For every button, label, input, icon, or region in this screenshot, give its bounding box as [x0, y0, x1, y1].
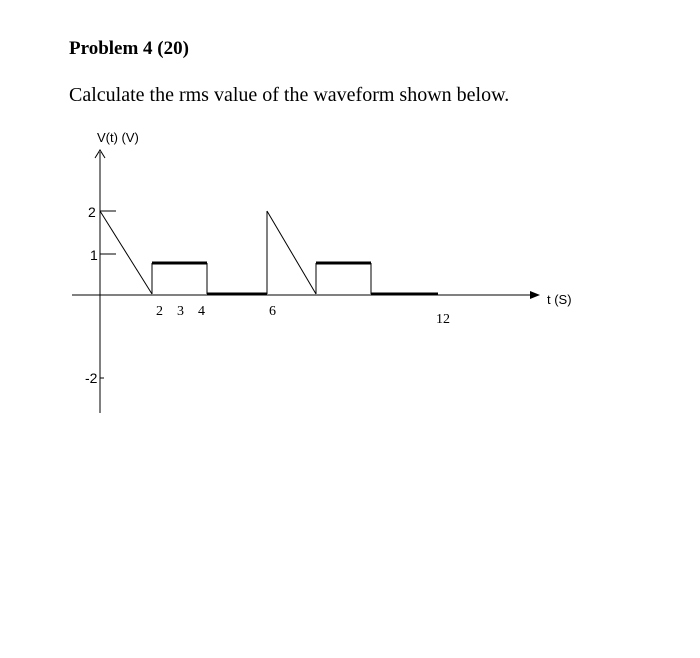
y-tick-label-2: 2 — [88, 204, 96, 220]
y-tick-label-1: 1 — [90, 247, 98, 263]
y-tick-label-neg2: -2 — [85, 370, 98, 386]
problem-statement: Calculate the rms value of the waveform shown below. — [69, 84, 510, 106]
x-axis-arrowhead — [530, 291, 540, 299]
waveform-segment-6 — [267, 211, 316, 294]
problem-title: Problem 4 (20) — [69, 38, 189, 59]
x-tick-label-6: 6 — [269, 304, 276, 319]
x-tick-label-2: 2 — [156, 304, 163, 319]
x-tick-label-4: 4 — [198, 304, 205, 319]
y-axis-label: V(t) (V) — [97, 130, 139, 145]
waveform-segments — [100, 211, 438, 294]
waveform-segment-0 — [100, 211, 152, 294]
x-tick-label-3: 3 — [177, 304, 184, 319]
x-tick-label-12: 12 — [436, 312, 450, 327]
x-axis-label: t (S) — [547, 292, 572, 307]
